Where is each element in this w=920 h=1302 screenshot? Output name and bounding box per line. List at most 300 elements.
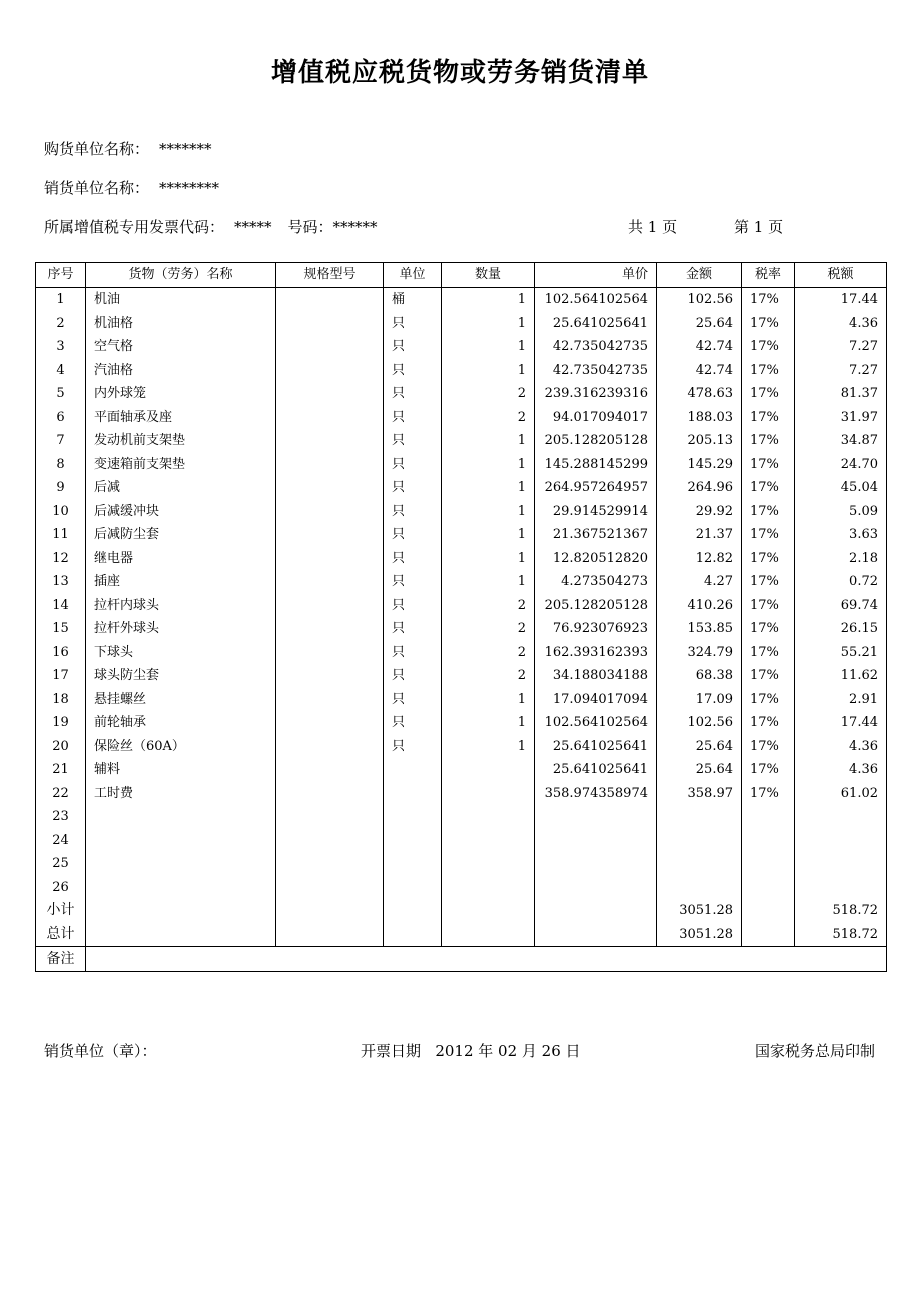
buyer-value: ******* [159, 140, 212, 158]
row-price: 264.957264957 [535, 476, 657, 500]
table-body [36, 288, 887, 900]
table-row [36, 570, 887, 594]
invoice-line [44, 216, 378, 237]
row-unit: 只 [384, 523, 442, 547]
subtotal-label: 小计 [36, 899, 86, 923]
row-name: 汽油格 [86, 359, 276, 383]
table-row [36, 429, 887, 453]
row-amount: 17.09 [657, 688, 742, 712]
row-unit [384, 876, 442, 900]
row-name: 平面轴承及座 [86, 406, 276, 430]
row-amount: 102.56 [657, 711, 742, 735]
row-spec [276, 711, 384, 735]
row-rate: 17% [742, 359, 795, 383]
row-amount: 188.03 [657, 406, 742, 430]
row-price: 162.393162393 [535, 641, 657, 665]
row-amount: 25.64 [657, 312, 742, 336]
row-qty: 2 [442, 406, 535, 430]
row-amount: 12.82 [657, 547, 742, 571]
total-label: 总计 [36, 923, 86, 947]
row-rate: 17% [742, 382, 795, 406]
table-row [36, 288, 887, 312]
total-row [36, 923, 887, 947]
row-name: 后减 [86, 476, 276, 500]
row-tax: 7.27 [795, 359, 887, 383]
row-tax: 0.72 [795, 570, 887, 594]
row-unit: 只 [384, 335, 442, 359]
row-qty: 1 [442, 523, 535, 547]
row-name: 内外球笼 [86, 382, 276, 406]
col-header-rate: 税率 [742, 263, 795, 288]
row-rate: 17% [742, 641, 795, 665]
row-price [535, 852, 657, 876]
row-tax: 4.36 [795, 735, 887, 759]
row-rate: 17% [742, 711, 795, 735]
table-row [36, 711, 887, 735]
row-no: 19 [36, 711, 86, 735]
row-no: 2 [36, 312, 86, 336]
buyer-line [44, 138, 212, 159]
issue-date-value: 2012 年 02 月 26 日 [435, 1042, 581, 1060]
row-price: 205.128205128 [535, 429, 657, 453]
row-name: 悬挂螺丝 [86, 688, 276, 712]
table-row [36, 382, 887, 406]
row-rate: 17% [742, 453, 795, 477]
row-qty: 1 [442, 547, 535, 571]
row-spec [276, 429, 384, 453]
row-name: 后减防尘套 [86, 523, 276, 547]
row-price: 358.974358974 [535, 782, 657, 806]
row-rate: 17% [742, 523, 795, 547]
row-amount [657, 876, 742, 900]
row-price: 17.094017094 [535, 688, 657, 712]
row-unit [384, 782, 442, 806]
row-amount: 153.85 [657, 617, 742, 641]
invoice-code-label: 所属增值税专用发票代码： [44, 218, 225, 236]
table-row [36, 594, 887, 618]
row-qty [442, 758, 535, 782]
row-unit: 只 [384, 382, 442, 406]
row-spec [276, 570, 384, 594]
row-rate: 17% [742, 758, 795, 782]
row-qty: 1 [442, 711, 535, 735]
table-row [36, 876, 887, 900]
row-qty: 1 [442, 453, 535, 477]
row-no: 18 [36, 688, 86, 712]
row-no: 11 [36, 523, 86, 547]
row-no: 6 [36, 406, 86, 430]
row-no: 5 [36, 382, 86, 406]
row-spec [276, 453, 384, 477]
row-spec [276, 735, 384, 759]
row-no: 21 [36, 758, 86, 782]
table-row [36, 476, 887, 500]
table-row [36, 829, 887, 853]
row-spec [276, 335, 384, 359]
row-name: 继电器 [86, 547, 276, 571]
row-unit: 只 [384, 476, 442, 500]
subtotal-amount: 3051.28 [657, 899, 742, 923]
row-amount: 358.97 [657, 782, 742, 806]
row-qty: 2 [442, 382, 535, 406]
row-name: 工时费 [86, 782, 276, 806]
col-header-amount: 金额 [657, 263, 742, 288]
row-qty: 1 [442, 312, 535, 336]
table-row [36, 359, 887, 383]
row-rate: 17% [742, 312, 795, 336]
row-rate: 17% [742, 406, 795, 430]
row-amount: 205.13 [657, 429, 742, 453]
row-name: 下球头 [86, 641, 276, 665]
row-tax: 61.02 [795, 782, 887, 806]
row-tax [795, 805, 887, 829]
row-spec [276, 523, 384, 547]
subtotal-tax: 518.72 [795, 899, 887, 923]
row-rate: 17% [742, 782, 795, 806]
page-total: 共 1 页 [628, 218, 678, 236]
row-qty: 2 [442, 594, 535, 618]
row-name [86, 876, 276, 900]
invoice-number: ****** [332, 218, 378, 236]
row-tax [795, 852, 887, 876]
row-rate: 17% [742, 429, 795, 453]
row-spec [276, 547, 384, 571]
row-unit: 只 [384, 711, 442, 735]
row-name: 发动机前支架垫 [86, 429, 276, 453]
row-no: 23 [36, 805, 86, 829]
row-tax: 5.09 [795, 500, 887, 524]
row-no: 10 [36, 500, 86, 524]
row-name: 辅料 [86, 758, 276, 782]
row-rate: 17% [742, 335, 795, 359]
row-no: 22 [36, 782, 86, 806]
row-unit: 只 [384, 312, 442, 336]
invoice-number-label: 号码： [287, 218, 333, 236]
row-amount: 145.29 [657, 453, 742, 477]
row-amount: 324.79 [657, 641, 742, 665]
row-unit: 只 [384, 359, 442, 383]
row-price: 29.914529914 [535, 500, 657, 524]
row-unit: 只 [384, 664, 442, 688]
row-no: 13 [36, 570, 86, 594]
row-tax: 55.21 [795, 641, 887, 665]
row-rate: 17% [742, 500, 795, 524]
row-qty: 2 [442, 617, 535, 641]
seller-line [44, 177, 219, 198]
row-spec [276, 476, 384, 500]
buyer-label: 购货单位名称： [44, 140, 150, 158]
invoice-code: ***** [234, 218, 272, 236]
row-rate: 17% [742, 476, 795, 500]
row-price: 25.641025641 [535, 758, 657, 782]
row-name: 机油格 [86, 312, 276, 336]
row-amount: 102.56 [657, 288, 742, 312]
col-header-tax: 税额 [795, 263, 887, 288]
table-row [36, 852, 887, 876]
row-unit: 只 [384, 594, 442, 618]
row-qty: 2 [442, 664, 535, 688]
row-no: 24 [36, 829, 86, 853]
row-no: 9 [36, 476, 86, 500]
row-unit: 只 [384, 406, 442, 430]
table-row [36, 617, 887, 641]
row-price: 94.017094017 [535, 406, 657, 430]
document-title: 增值税应税货物或劳务销货清单 [270, 58, 649, 88]
row-tax: 7.27 [795, 335, 887, 359]
row-name: 机油 [86, 288, 276, 312]
row-tax: 31.97 [795, 406, 887, 430]
row-no: 20 [36, 735, 86, 759]
row-rate: 17% [742, 570, 795, 594]
row-name: 保险丝（60A） [86, 735, 276, 759]
row-qty [442, 782, 535, 806]
row-amount: 42.74 [657, 335, 742, 359]
row-name: 插座 [86, 570, 276, 594]
row-tax: 45.04 [795, 476, 887, 500]
col-header-no: 序号 [36, 263, 86, 288]
row-unit: 只 [384, 641, 442, 665]
printer-note: 国家税务总局印制 [754, 1042, 875, 1060]
total-tax: 518.72 [795, 923, 887, 947]
subtotal-row [36, 899, 887, 923]
row-price [535, 829, 657, 853]
row-unit [384, 829, 442, 853]
row-amount [657, 805, 742, 829]
row-spec [276, 664, 384, 688]
row-unit: 只 [384, 429, 442, 453]
row-tax: 4.36 [795, 312, 887, 336]
row-price: 102.564102564 [535, 711, 657, 735]
row-qty [442, 876, 535, 900]
row-rate: 17% [742, 664, 795, 688]
row-price: 42.735042735 [535, 335, 657, 359]
row-spec [276, 382, 384, 406]
row-spec [276, 500, 384, 524]
row-qty: 1 [442, 500, 535, 524]
row-unit: 只 [384, 735, 442, 759]
row-tax: 11.62 [795, 664, 887, 688]
row-price: 25.641025641 [535, 312, 657, 336]
row-qty: 1 [442, 359, 535, 383]
col-header-qty: 数量 [442, 263, 535, 288]
row-no: 25 [36, 852, 86, 876]
row-tax [795, 829, 887, 853]
table-row [36, 547, 887, 571]
row-qty: 1 [442, 429, 535, 453]
row-price: 25.641025641 [535, 735, 657, 759]
row-qty: 1 [442, 688, 535, 712]
row-unit: 只 [384, 688, 442, 712]
row-spec [276, 758, 384, 782]
row-name: 空气格 [86, 335, 276, 359]
row-spec [276, 641, 384, 665]
table-row [36, 641, 887, 665]
row-qty: 1 [442, 476, 535, 500]
row-amount: 4.27 [657, 570, 742, 594]
remark-value [86, 947, 887, 972]
row-unit: 只 [384, 617, 442, 641]
row-amount: 410.26 [657, 594, 742, 618]
row-spec [276, 782, 384, 806]
table-row [36, 523, 887, 547]
table-row [36, 335, 887, 359]
row-amount: 42.74 [657, 359, 742, 383]
seller-label: 销货单位名称： [44, 179, 150, 197]
row-tax: 26.15 [795, 617, 887, 641]
row-price: 34.188034188 [535, 664, 657, 688]
row-unit [384, 758, 442, 782]
seller-seal-label: 销货单位（章）： [44, 1042, 157, 1060]
row-no: 14 [36, 594, 86, 618]
row-price: 42.735042735 [535, 359, 657, 383]
remark-label: 备注 [36, 947, 86, 972]
row-no: 3 [36, 335, 86, 359]
row-no: 12 [36, 547, 86, 571]
col-header-unit: 单位 [384, 263, 442, 288]
row-name: 后减缓冲块 [86, 500, 276, 524]
row-amount [657, 852, 742, 876]
row-tax: 4.36 [795, 758, 887, 782]
row-unit: 只 [384, 500, 442, 524]
row-unit: 只 [384, 570, 442, 594]
row-amount: 68.38 [657, 664, 742, 688]
row-tax: 34.87 [795, 429, 887, 453]
row-qty: 1 [442, 335, 535, 359]
table-row [36, 782, 887, 806]
col-header-spec: 规格型号 [276, 263, 384, 288]
row-price: 76.923076923 [535, 617, 657, 641]
row-qty: 1 [442, 288, 535, 312]
row-name [86, 852, 276, 876]
row-qty [442, 805, 535, 829]
row-spec [276, 617, 384, 641]
table-row [36, 500, 887, 524]
row-no: 7 [36, 429, 86, 453]
issue-date [361, 1040, 581, 1061]
row-amount: 25.64 [657, 758, 742, 782]
row-qty: 2 [442, 641, 535, 665]
row-price: 145.288145299 [535, 453, 657, 477]
row-rate: 17% [742, 688, 795, 712]
row-tax [795, 876, 887, 900]
row-tax: 2.18 [795, 547, 887, 571]
row-no: 1 [36, 288, 86, 312]
row-name: 变速箱前支架垫 [86, 453, 276, 477]
row-spec [276, 688, 384, 712]
table-row [36, 406, 887, 430]
row-unit [384, 852, 442, 876]
row-spec [276, 852, 384, 876]
row-price: 102.564102564 [535, 288, 657, 312]
row-name: 拉杆内球头 [86, 594, 276, 618]
row-name: 前轮轴承 [86, 711, 276, 735]
row-name: 拉杆外球头 [86, 617, 276, 641]
row-rate [742, 852, 795, 876]
issue-date-label: 开票日期 [361, 1042, 422, 1060]
row-spec [276, 876, 384, 900]
row-tax: 69.74 [795, 594, 887, 618]
row-no: 26 [36, 876, 86, 900]
row-price: 205.128205128 [535, 594, 657, 618]
total-amount: 3051.28 [657, 923, 742, 947]
col-header-name: 货物（劳务）名称 [86, 263, 276, 288]
row-rate [742, 805, 795, 829]
row-no: 16 [36, 641, 86, 665]
row-qty [442, 829, 535, 853]
row-spec [276, 406, 384, 430]
row-unit: 桶 [384, 288, 442, 312]
row-spec [276, 312, 384, 336]
row-tax: 2.91 [795, 688, 887, 712]
table-row [36, 688, 887, 712]
row-name [86, 829, 276, 853]
table-row [36, 735, 887, 759]
row-rate [742, 829, 795, 853]
row-spec [276, 805, 384, 829]
row-spec [276, 359, 384, 383]
row-tax: 17.44 [795, 288, 887, 312]
seller-value: ******** [159, 179, 220, 197]
table-row [36, 312, 887, 336]
row-price: 12.820512820 [535, 547, 657, 571]
row-no: 4 [36, 359, 86, 383]
row-spec [276, 594, 384, 618]
table-row [36, 453, 887, 477]
row-unit: 只 [384, 547, 442, 571]
row-rate: 17% [742, 735, 795, 759]
row-amount: 29.92 [657, 500, 742, 524]
row-price [535, 805, 657, 829]
row-price: 4.273504273 [535, 570, 657, 594]
row-price: 239.316239316 [535, 382, 657, 406]
page-current: 第 1 页 [734, 218, 784, 236]
row-spec [276, 829, 384, 853]
row-no: 17 [36, 664, 86, 688]
row-price [535, 876, 657, 900]
col-header-price: 单价 [535, 263, 657, 288]
row-rate [742, 876, 795, 900]
row-rate: 17% [742, 617, 795, 641]
row-tax: 3.63 [795, 523, 887, 547]
row-tax: 24.70 [795, 453, 887, 477]
row-tax: 81.37 [795, 382, 887, 406]
row-qty [442, 852, 535, 876]
remark-row [36, 947, 887, 972]
row-price: 21.367521367 [535, 523, 657, 547]
row-rate: 17% [742, 547, 795, 571]
row-name: 球头防尘套 [86, 664, 276, 688]
row-no: 15 [36, 617, 86, 641]
table-header-row [36, 263, 887, 288]
row-unit: 只 [384, 453, 442, 477]
table-row [36, 758, 887, 782]
row-amount [657, 829, 742, 853]
row-name [86, 805, 276, 829]
row-rate: 17% [742, 594, 795, 618]
row-qty: 1 [442, 735, 535, 759]
goods-table [35, 262, 887, 972]
row-qty: 1 [442, 570, 535, 594]
table-row [36, 664, 887, 688]
table-row [36, 805, 887, 829]
row-amount: 25.64 [657, 735, 742, 759]
row-tax: 17.44 [795, 711, 887, 735]
row-no: 8 [36, 453, 86, 477]
row-spec [276, 288, 384, 312]
row-amount: 264.96 [657, 476, 742, 500]
row-amount: 21.37 [657, 523, 742, 547]
row-amount: 478.63 [657, 382, 742, 406]
